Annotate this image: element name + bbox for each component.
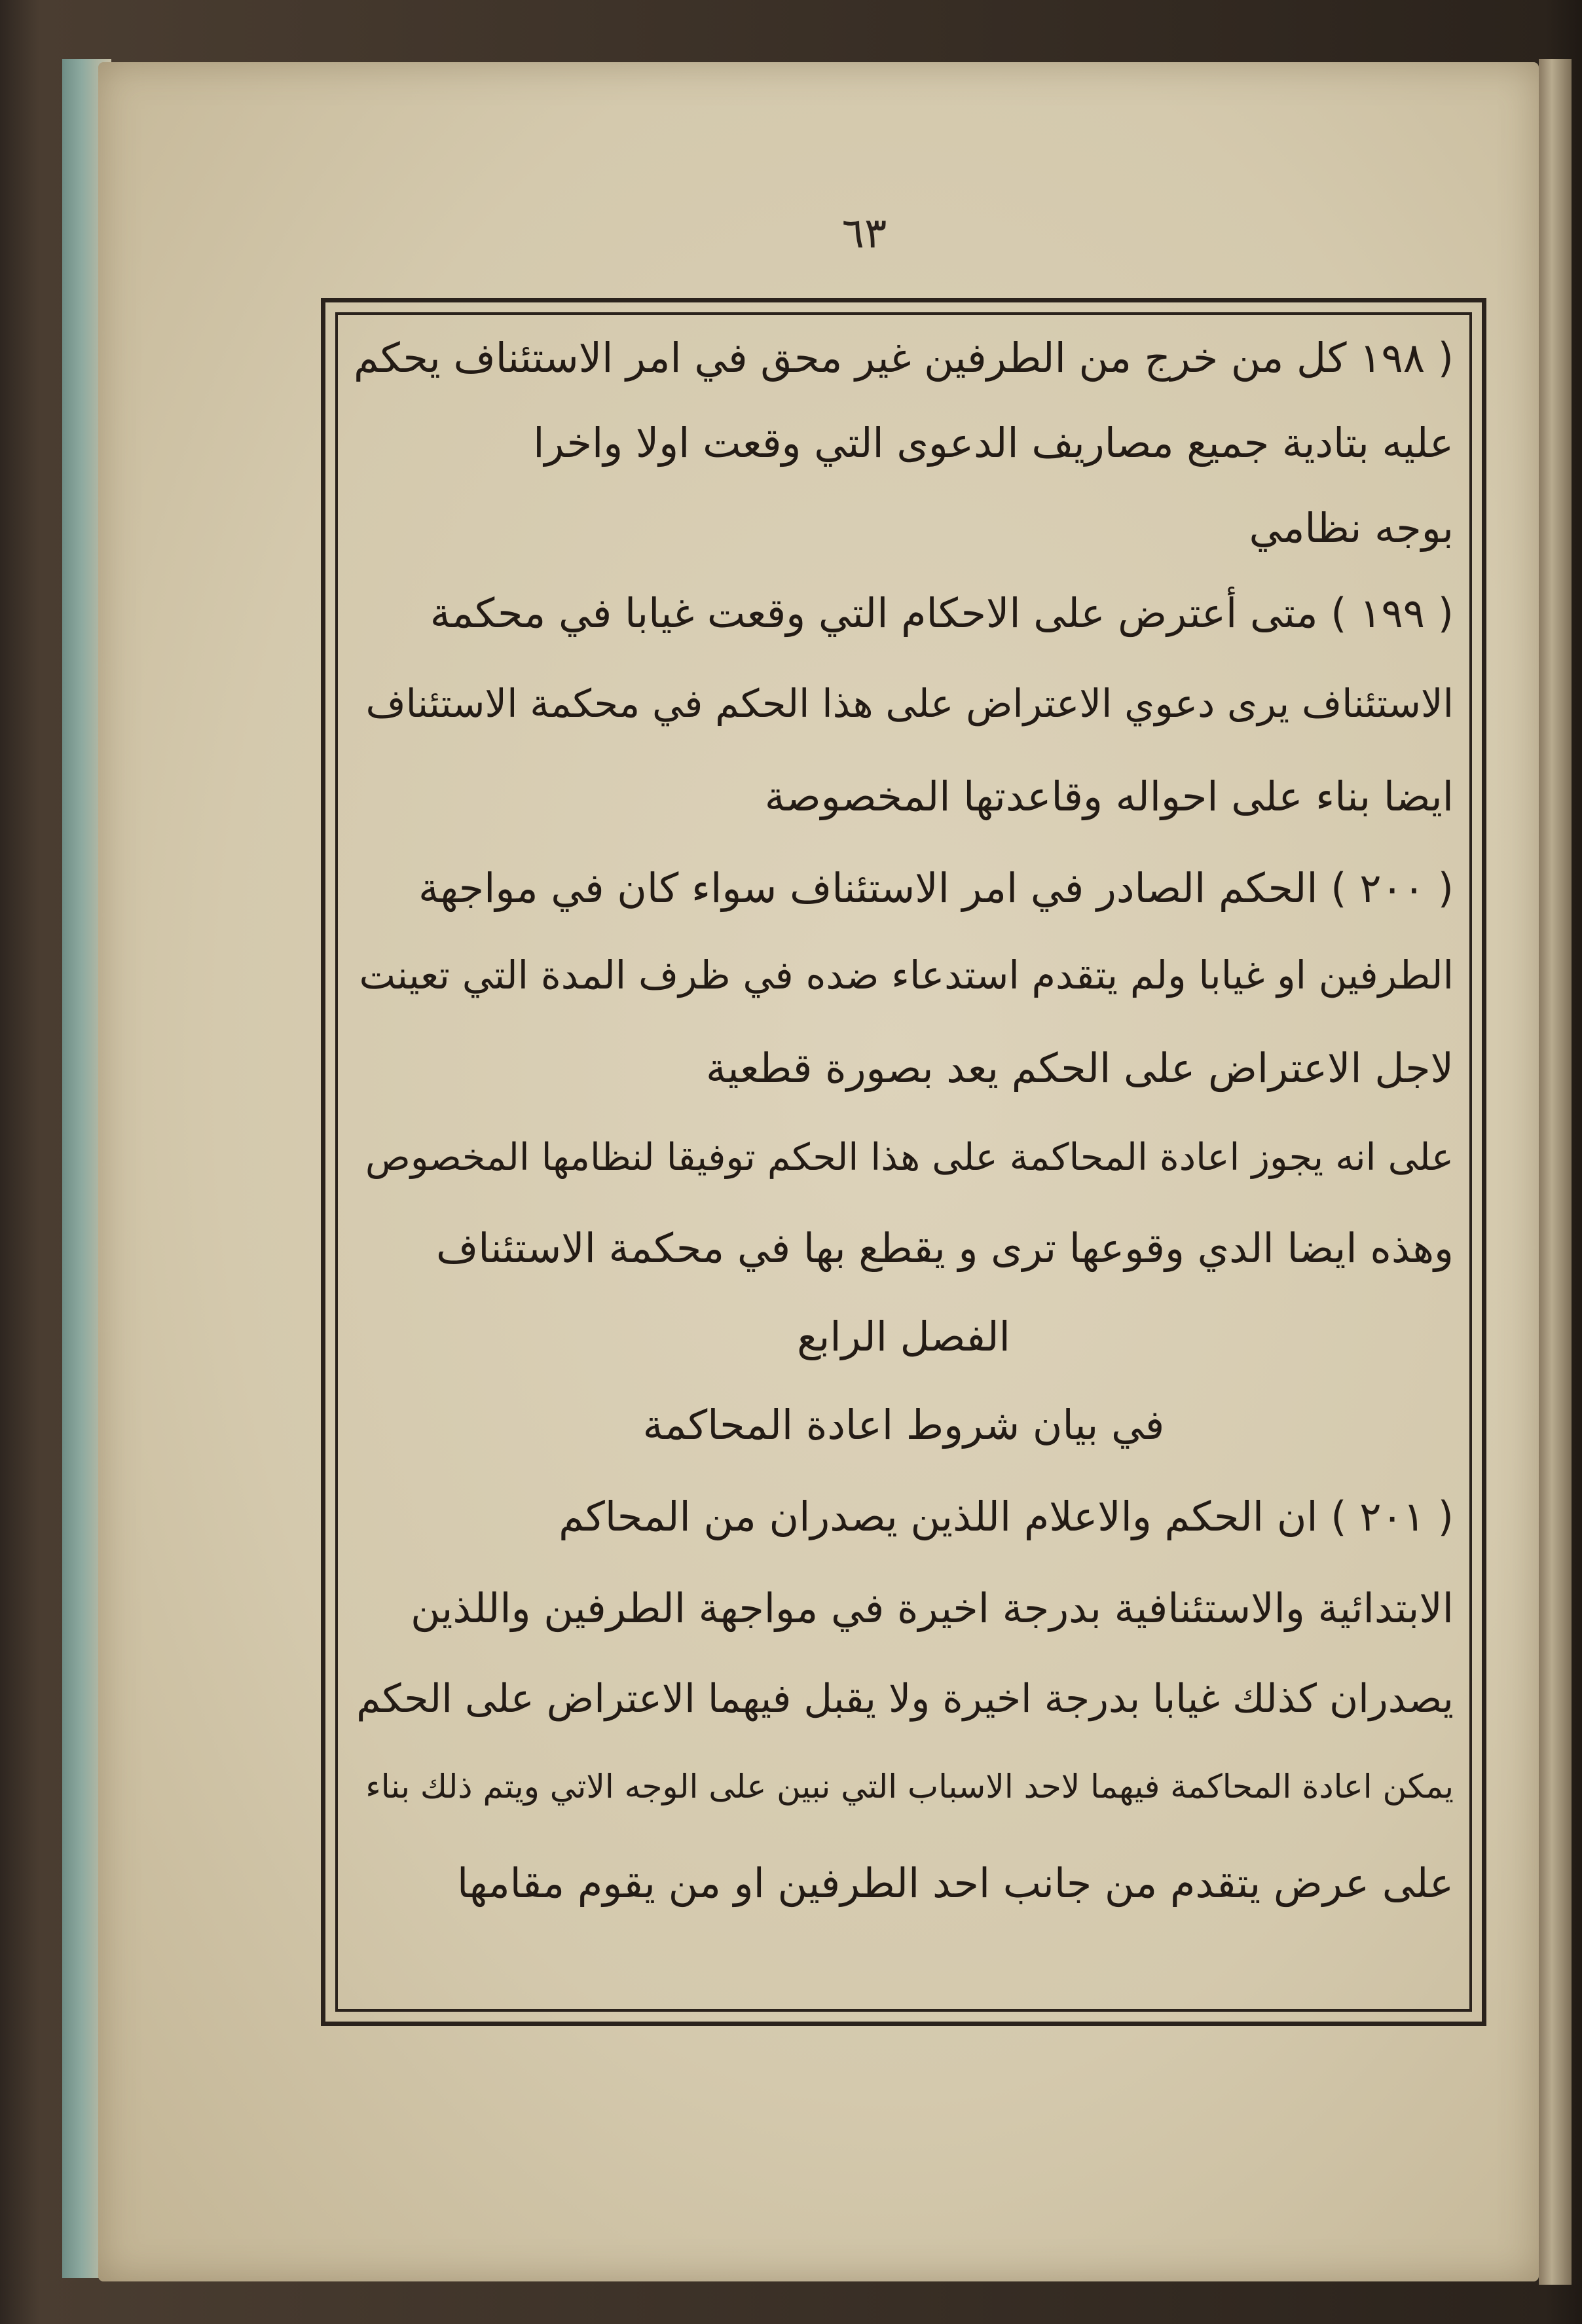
text-line: الابتدائية والاستئنافية بدرجة اخيرة في مواجهة الطرفين واللذين [410, 1584, 1454, 1632]
text-line: يمكن اعادة المحاكمة فيهما لاحد الاسباب التي نبين على الوجه الاتي ويتم ذلك بناء [365, 1768, 1454, 1806]
page-number: ٦٣ [841, 209, 887, 258]
text-line: الاستئناف يرى دعوي الاعتراض على هذا الحكم في محكمة الاستئناف [365, 681, 1454, 726]
text-line: ايضا بناء على احواله وقاعدتها المخصوصة [764, 772, 1454, 820]
text-line: وهذه ايضا الدي وقوعها ترى و يقطع بها في محكمة الاستئناف [436, 1224, 1454, 1272]
text-line: يصدران كذلك غيابا بدرجة اخيرة ولا يقبل فيهما الاعتراض على الحكم [356, 1676, 1454, 1722]
text-line: على عرض يتقدم من جانب احد الطرفين او من يقوم مقامها [456, 1859, 1454, 1907]
text-line: ( ٢٠٠ ) الحكم الصادر في امر الاستئناف سواء كان في مواجهة [418, 864, 1454, 912]
text-line: بوجه نظامي [1249, 504, 1454, 552]
chapter-subheading: في بيان شروط اعادة المحاكمة [642, 1401, 1165, 1449]
text-line: لاجل الاعتراض على الحكم يعد بصورة قطعية [706, 1044, 1454, 1092]
text-line: على انه يجوز اعادة المحاكمة على هذا الحكم توفيقا لنظامها المخصوص [365, 1136, 1454, 1179]
text-line: ( ٢٠١ ) ان الحكم والاعلام اللذين يصدران من المحاكم [559, 1493, 1454, 1540]
text-line: ( ١٩٩ ) متى أعترض على الاحكام التي وقعت غيابا في محكمة [430, 589, 1454, 637]
text-line: عليه بتادية جميع مصاريف الدعوى التي وقعت اولا واخرا [533, 419, 1454, 467]
facing-page-edge [1539, 59, 1572, 2285]
text-line: ( ١٩٨ كل من خرج من الطرفين غير محق في امر الاستئناف يحكم [353, 334, 1454, 382]
chapter-heading: الفصل الرابع [797, 1313, 1010, 1360]
text-line: الطرفين او غيابا ولم يتقدم استدعاء ضده في ظرف المدة التي تعينت [359, 953, 1454, 998]
